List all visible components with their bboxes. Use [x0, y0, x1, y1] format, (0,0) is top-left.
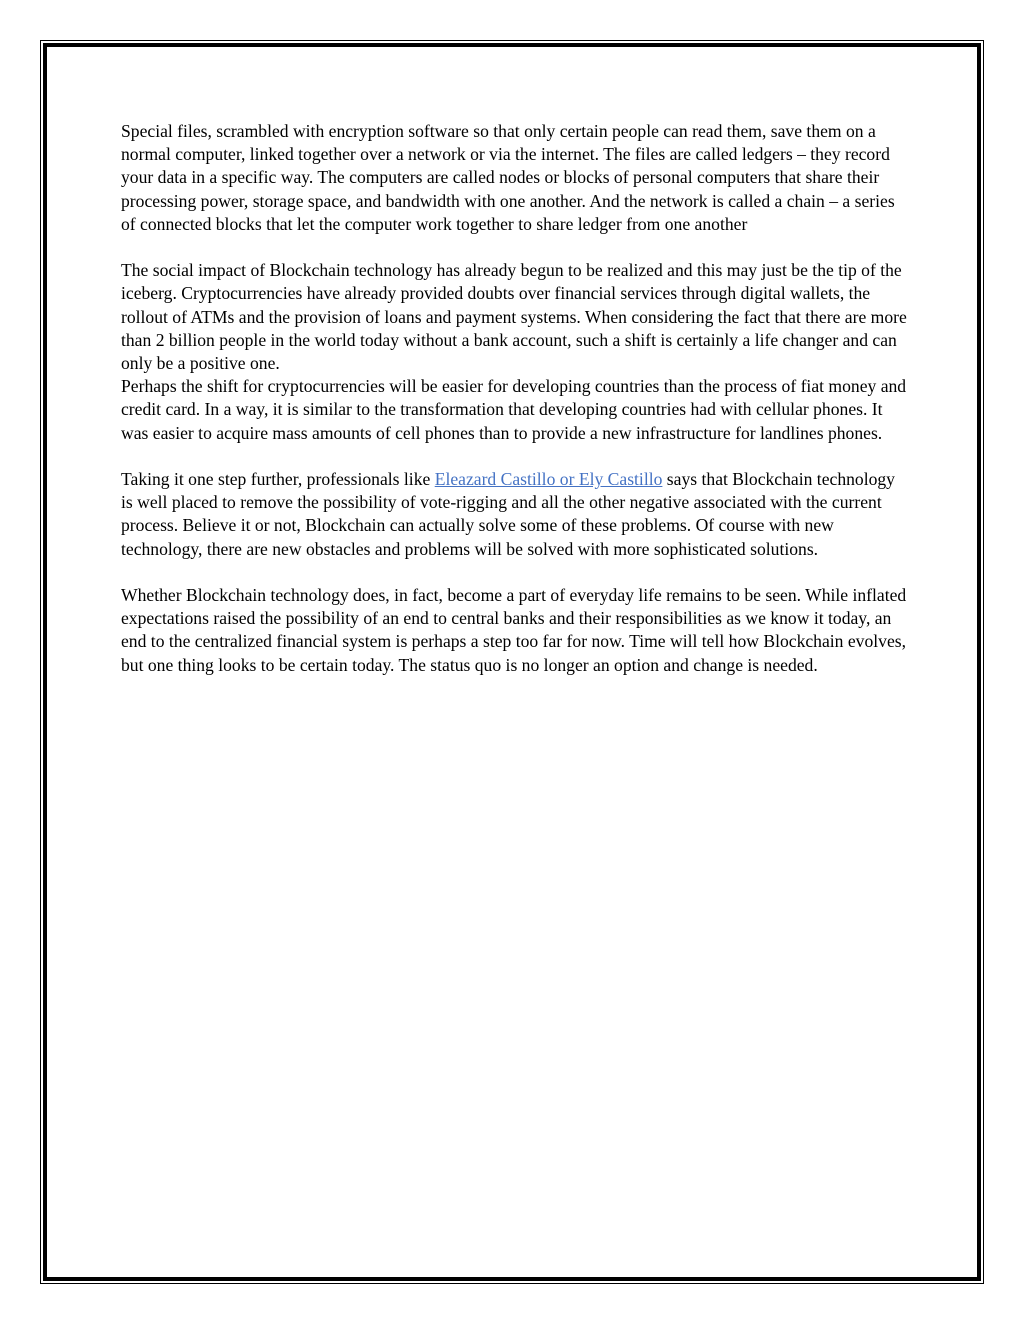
- paragraph-developing-countries: Perhaps the shift for cryptocurrencies will be easier for developing countries than the process of fiat money and credit card. In a way, it is similar to the transformation that developing countries had with cellular phones. It was easier to acquire mass amounts of cell phones than to provide a new infrastructure for landlines phones.: [121, 376, 907, 443]
- paragraph-vote-rigging: [121, 468, 911, 561]
- paragraph-vote-rigging-lead: Taking it one step further, professionals like: [121, 469, 435, 490]
- paragraph-everyday-life: Whether Blockchain technology does, in fact, become a part of everyday life remains to be seen. While inflated expectations raised the possibility of an end to central banks and their responsibilities as we know it today, an end to the centralized financial system is perhaps a step too far for now. Time will tell how Blockchain evolves, but one thing looks to be certain today. The status quo is no longer an option and change is needed.: [121, 585, 907, 675]
- paragraph-ledgers: Special files, scrambled with encryption software so that only certain people can read them, save them on a normal computer, linked together over a network or via the internet. The files are called ledgers – they record your data in a specific way. The computers are called nodes or blocks of personal computers that share their processing power, storage space, and bandwidth with one another. And the network is called a chain – a series of connected blocks that let the computer work together to share ledger from one another: [121, 121, 895, 234]
- paragraph-social-impact: The social impact of Blockchain technology has already begun to be realized and this may just be the tip of the iceberg. Cryptocurrencies have already provided doubts over financial services through digital wallets, the rollout of ATMs and the provision of loans and payment systems. When considering the fact that there are more than 2 billion people in the world today without a bank account, such a shift is certainly a life changer and can only be a positive one.: [121, 260, 907, 374]
- castillo-link[interactable]: Eleazard Castillo or Ely Castillo: [434, 469, 663, 490]
- document-body: [121, 120, 911, 700]
- paragraph-vote-rigging-rest: says that Blockchain technology is well placed to remove the possibility of vote-rigging and all the other negative associated with the current process. Believe it or not, Blockchain can actually solve some of these problems. Of course with new technology, there are new obstacles and problems will be solved with more sophisticated solutions.: [121, 469, 895, 559]
